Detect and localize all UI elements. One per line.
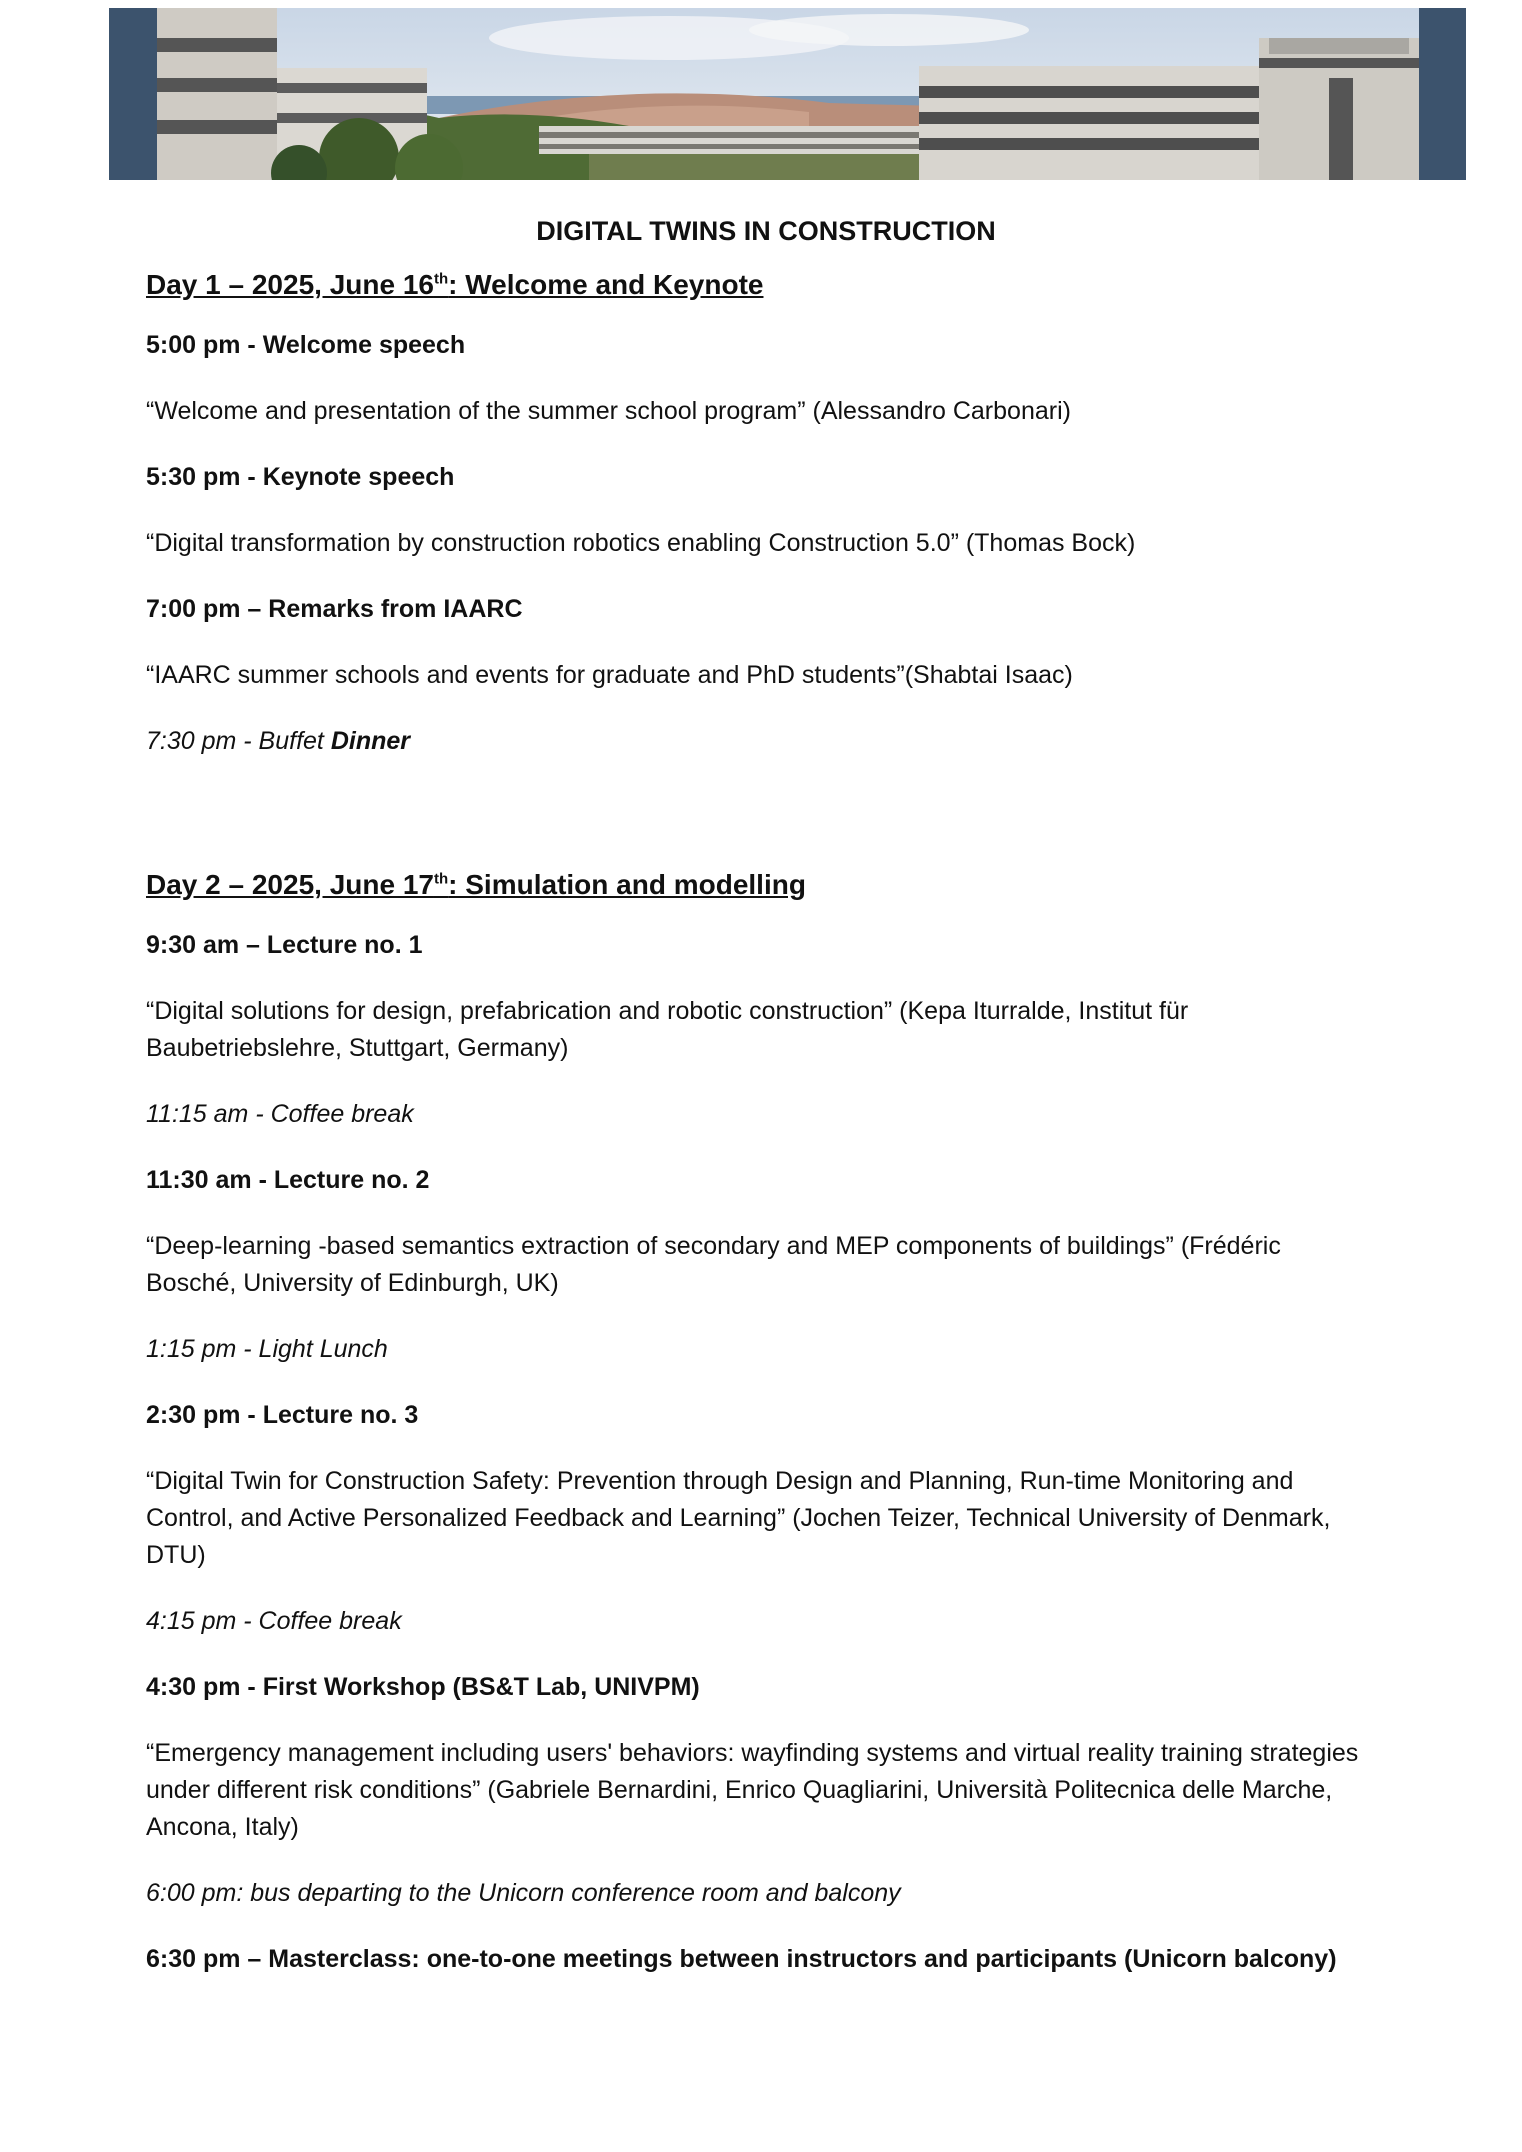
day1-entry-dinner xyxy=(146,723,1366,760)
day2-heading-sup: th xyxy=(433,870,449,888)
day1-entry-welcome-talk: “Welcome and presentation of the summer school program” (Alessandro Carbonari) xyxy=(146,397,1071,425)
day2-entry-bus: 6:00 pm: bus departing to the Unicorn conference room and balcony xyxy=(146,1879,901,1907)
day1-entry-welcome-time: 5:00 pm - Welcome speech xyxy=(146,331,466,359)
day1-dinner-prefix: 7:30 pm - Buffet xyxy=(146,727,331,755)
day2-entry-workshop-time: 4:30 pm - First Workshop (BS&T Lab, UNIVPM) xyxy=(146,1673,700,1701)
day1-heading-prefix: Day 1 – 2025, June 16 xyxy=(146,269,434,300)
day2-heading xyxy=(146,869,1366,901)
day2-entry-lecture3-time: 2:30 pm - Lecture no. 3 xyxy=(146,1401,419,1429)
campus-banner-image xyxy=(109,8,1466,180)
day2-entry-workshop-talk: “Emergency management including users' behaviors: wayfinding systems and virtual reality training strategies under different risk conditions” (Gabriele Bernardini, Enrico Quagliarini, Università Politecnica delle Marche, Ancona, Italy) xyxy=(146,1739,1359,1841)
day1-entry-iaarc-talk: “IAARC summer schools and events for graduate and PhD students”(Shabtai Isaac) xyxy=(146,661,1073,689)
program-document xyxy=(146,212,1366,2007)
day1-heading-sup: th xyxy=(433,270,449,288)
day2-entry-coffee-break-1: 11:15 am - Coffee break xyxy=(146,1100,414,1128)
day2-heading-suffix: : Simulation and modelling xyxy=(448,869,806,900)
day2-entry-lecture1-time: 9:30 am – Lecture no. 1 xyxy=(146,931,423,959)
day2-entry-lecture1-talk: “Digital solutions for design, prefabrication and robotic construction” (Kepa Iturralde, Institut für Baubetriebslehre, Stuttgart, Germany) xyxy=(146,997,1189,1062)
document-title: DIGITAL TWINS IN CONSTRUCTION xyxy=(536,216,996,246)
day1-entry-iaarc-time: 7:00 pm – Remarks from IAARC xyxy=(146,595,523,623)
day2-entry-coffee-break-2: 4:15 pm - Coffee break xyxy=(146,1607,402,1635)
day2-entry-masterclass: 6:30 pm – Masterclass: one-to-one meetings between instructors and participants (Unicorn balcony) xyxy=(146,1945,1337,1973)
day1-dinner-bold: Dinner xyxy=(330,727,411,755)
day2-entry-lecture2-talk: “Deep-learning -based semantics extraction of secondary and MEP components of buildings” (Frédéric Bosché, University of Edinburgh, UK) xyxy=(146,1232,1281,1297)
day2-entry-lecture2-time: 11:30 am - Lecture no. 2 xyxy=(146,1166,430,1194)
day1-entry-keynote-talk: “Digital transformation by construction robotics enabling Construction 5.0” (Thomas Bock) xyxy=(146,529,1136,557)
day2-entry-lecture3-talk: “Digital Twin for Construction Safety: Prevention through Design and Planning, Run-time Monitoring and Control, and Active Personalized Feedback and Learning” (Jochen Teizer, Technical University of Denmark, DTU) xyxy=(146,1467,1331,1569)
day2-entry-lunch: 1:15 pm - Light Lunch xyxy=(146,1335,388,1363)
day1-heading-suffix: : Welcome and Keynote xyxy=(448,269,764,300)
day1-heading xyxy=(146,269,1366,301)
day1-entry-keynote-time: 5:30 pm - Keynote speech xyxy=(146,463,455,491)
day2-heading-prefix: Day 2 – 2025, June 17 xyxy=(146,869,434,900)
day-spacer xyxy=(146,789,1366,869)
